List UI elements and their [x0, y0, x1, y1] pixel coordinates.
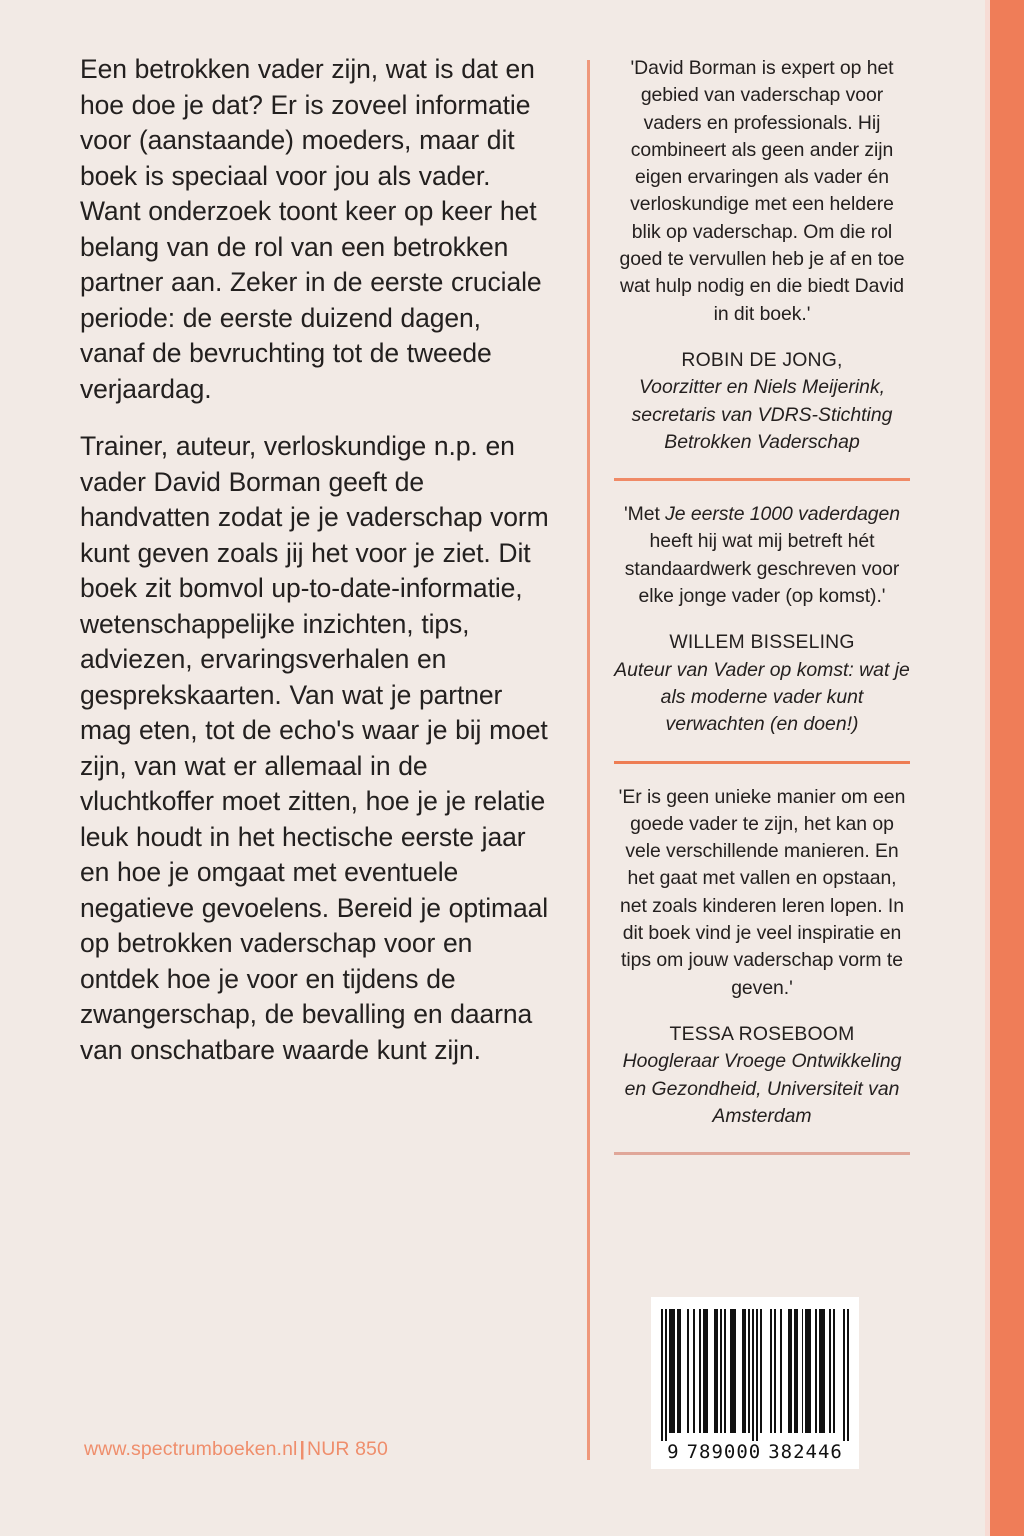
barcode-bars [661, 1309, 849, 1433]
column-divider-rule [587, 60, 590, 1460]
endorsement-1-role: Voorzitter en Niels Meijerink, secretaris van VDRS-Stichting Betrokken Vaderschap [631, 376, 893, 453]
publisher-footer [84, 1438, 388, 1461]
endorsement-divider-3 [614, 1152, 910, 1155]
endorsement-2-quote-post: heeft hij wat mij betreft hét standaardwerk geschreven voor elke jonge vader (op komst).' [624, 530, 900, 608]
endorsement-1-quote: 'David Borman is expert op het gebied van vaderschap voor vaders en professionals. Hij combineert als geen ander zijn eigen ervaringen als vader én verloskundige met een heldere blik op vaderschap. Om die rol goed te vervullen heb je af en toe wat hulp nodig en die biedt David in dit boek.' [619, 57, 905, 325]
endorsement-1 [614, 55, 910, 456]
endorsement-1-name: ROBIN DE JONG, [681, 348, 843, 371]
isbn-barcode [651, 1297, 859, 1469]
endorsement-divider-2 [614, 761, 910, 764]
endorsement-2-book-title: Je eerste 1000 vaderdagen [665, 503, 901, 526]
endorsement-3-name: TESSA ROSEBOOM [669, 1022, 855, 1045]
footer-separator: | [299, 1438, 306, 1460]
endorsement-3 [614, 784, 910, 1131]
edge-strip-orange [990, 0, 1024, 1536]
blurb-paragraph-2: Trainer, auteur, verloskundige n.p. en vader David Borman geeft de handvatten zodat je je vaderschap vorm kunt geven zoals jij het voor je ziet. Dit boek zit bomvol up-to-date-informatie, wetenschappelijke inzichten, tips, adviezen, ervaringsverhalen en gesprekskaarten. Van wat je partner mag eten, tot de echo's waar je bij moet zijn, van wat er allemaal in de vluchtkoffer moet zitten, hoe je je relatie leuk houdt in het hectische eerste jaar en hoe je omgaat met eventuele negatieve gevoelens. Bereid je optimaal op betrokken vaderschap voor en ontdek hoe je voor en tijdens de zwangerschap, de bevalling en daarna van onschatbare waarde kunt zijn. [80, 431, 549, 1065]
blurb-paragraph-1: Een betrokken vader zijn, wat is dat en hoe doe je dat? Er is zoveel informatie voor (aanstaande) moeders, maar dit boek is speciaal voor jou als vader. Want onderzoek toont keer op keer het belang van de rol van een betrokken partner aan. Zeker in de eerste cruciale periode: de eerste duizend dagen, vanaf de bevruchting tot de tweede verjaardag. [80, 54, 542, 404]
endorsements-column [614, 55, 910, 1175]
blurb-column [80, 52, 550, 1068]
publisher-website[interactable]: www.spectrumboeken.nl [84, 1438, 298, 1460]
endorsement-2-name: WILLEM BISSELING [669, 631, 855, 654]
barcode-group-two: 382446 [768, 1441, 843, 1463]
endorsement-2-quote-pre: 'Met [623, 503, 666, 526]
endorsement-2-quote [614, 501, 910, 610]
endorsement-2 [614, 501, 910, 738]
endorsement-3-role: Hoogleraar Vroege Ontwikkeling en Gezondheid, Universiteit van Amsterdam [622, 1050, 902, 1127]
barcode-group-one: 789000 [686, 1441, 762, 1463]
endorsement-3-quote: 'Er is geen unieke manier om een goede vader te zijn, het kan op vele verschillende manieren. En het gaat met vallen en opstaan, net zoals kinderen leren lopen. In dit boek vind je veel inspiratie en tips om jouw vaderschap vorm te geven.' [618, 785, 906, 999]
endorsement-2-role: Auteur van Vader op komst: wat je als moderne vader kunt verwachten (en doen!) [614, 658, 910, 736]
barcode-digits [661, 1441, 849, 1463]
barcode-lead-digit: 9 [667, 1441, 680, 1463]
nur-code: NUR 850 [307, 1438, 388, 1460]
endorsement-divider-1 [614, 478, 910, 481]
